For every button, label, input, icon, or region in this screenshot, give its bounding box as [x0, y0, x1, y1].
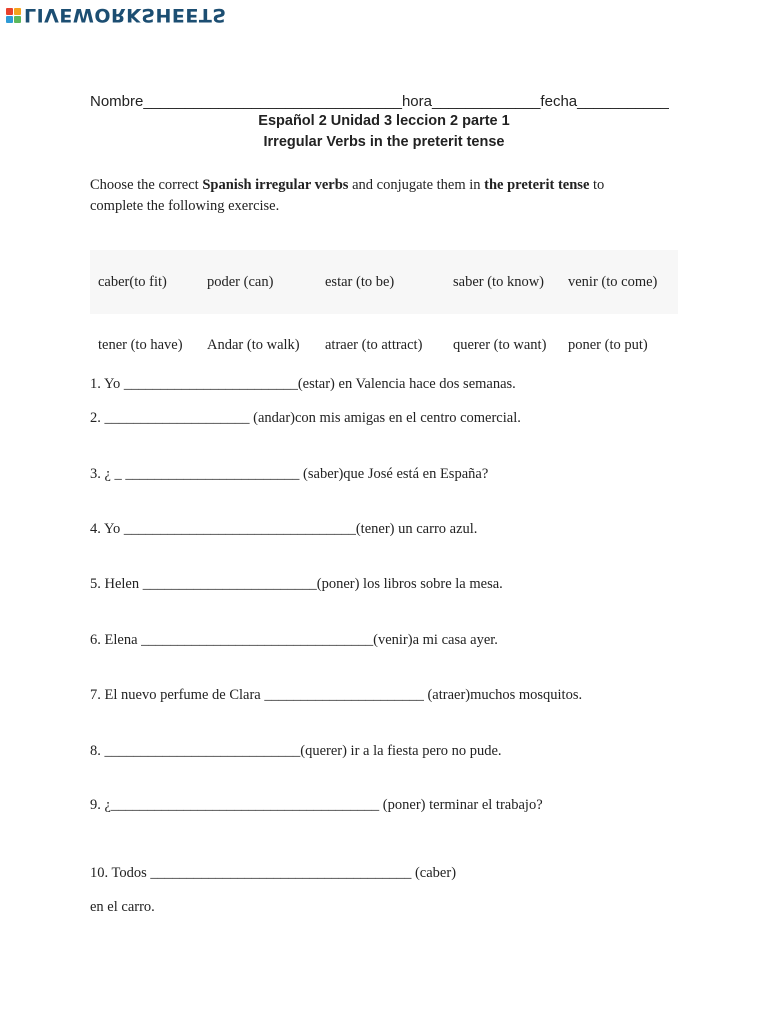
- question-4[interactable]: 4. Yo ________________________________(tener) un carro azul.: [90, 521, 478, 537]
- instructions-text-3: to complete the following exercise.: [90, 177, 605, 214]
- liveworksheets-logo: [6, 4, 227, 26]
- instructions-text-1: Choose the correct: [90, 177, 203, 193]
- logo-text: LIVEWORKSHEETS: [24, 4, 227, 26]
- verb-item: querer (to want): [453, 337, 547, 353]
- verb-item: Andar (to walk): [207, 337, 300, 353]
- verb-item: caber(to fit): [98, 274, 167, 290]
- logo-grid-icon: [6, 8, 21, 23]
- worksheet-title: Español 2 Unidad 3 leccion 2 parte 1: [258, 113, 510, 129]
- question-9[interactable]: 9. ¿_____________________________________ (poner) terminar el trabajo?: [90, 797, 543, 813]
- verb-item: atraer (to attract): [325, 337, 423, 353]
- verb-item: poder (can): [207, 274, 274, 290]
- verb-item: venir (to come): [568, 274, 658, 290]
- question-6[interactable]: 6. Elena ________________________________(venir)a mi casa ayer.: [90, 632, 498, 648]
- verb-item: poner (to put): [568, 337, 648, 353]
- question-8[interactable]: 8. ___________________________(querer) ir a la fiesta pero no pude.: [90, 743, 502, 759]
- question-2[interactable]: 2. ____________________ (andar)con mis amigas en el centro comercial.: [90, 410, 521, 426]
- worksheet-subtitle: Irregular Verbs in the preterit tense: [263, 134, 505, 150]
- question-10[interactable]: 10. Todos ____________________________________ (caber): [90, 865, 457, 881]
- question-1[interactable]: 1. Yo ________________________(estar) en Valencia hace dos semanas.: [90, 376, 516, 392]
- question-7[interactable]: 7. El nuevo perfume de Clara ______________________ (atraer)muchos mosquitos.: [90, 687, 583, 703]
- instructions: [90, 175, 650, 217]
- question-5[interactable]: 5. Helen ________________________(poner) los libros sobre la mesa.: [90, 576, 503, 592]
- verb-item: saber (to know): [453, 274, 545, 290]
- instructions-text-2: and conjugate them in: [348, 177, 485, 193]
- instructions-bold-1: Spanish irregular verbs: [202, 177, 349, 193]
- instructions-bold-2: the preterit tense: [484, 177, 590, 193]
- name-hour-date-line[interactable]: Nombre_______________________________hora_____________fecha___________: [90, 93, 669, 110]
- question-10-continued: en el carro.: [90, 899, 155, 915]
- question-3[interactable]: 3. ¿ _ ________________________ (saber)que José está en España?: [90, 466, 489, 482]
- verb-item: estar (to be): [325, 274, 395, 290]
- verb-item: tener (to have): [98, 337, 183, 353]
